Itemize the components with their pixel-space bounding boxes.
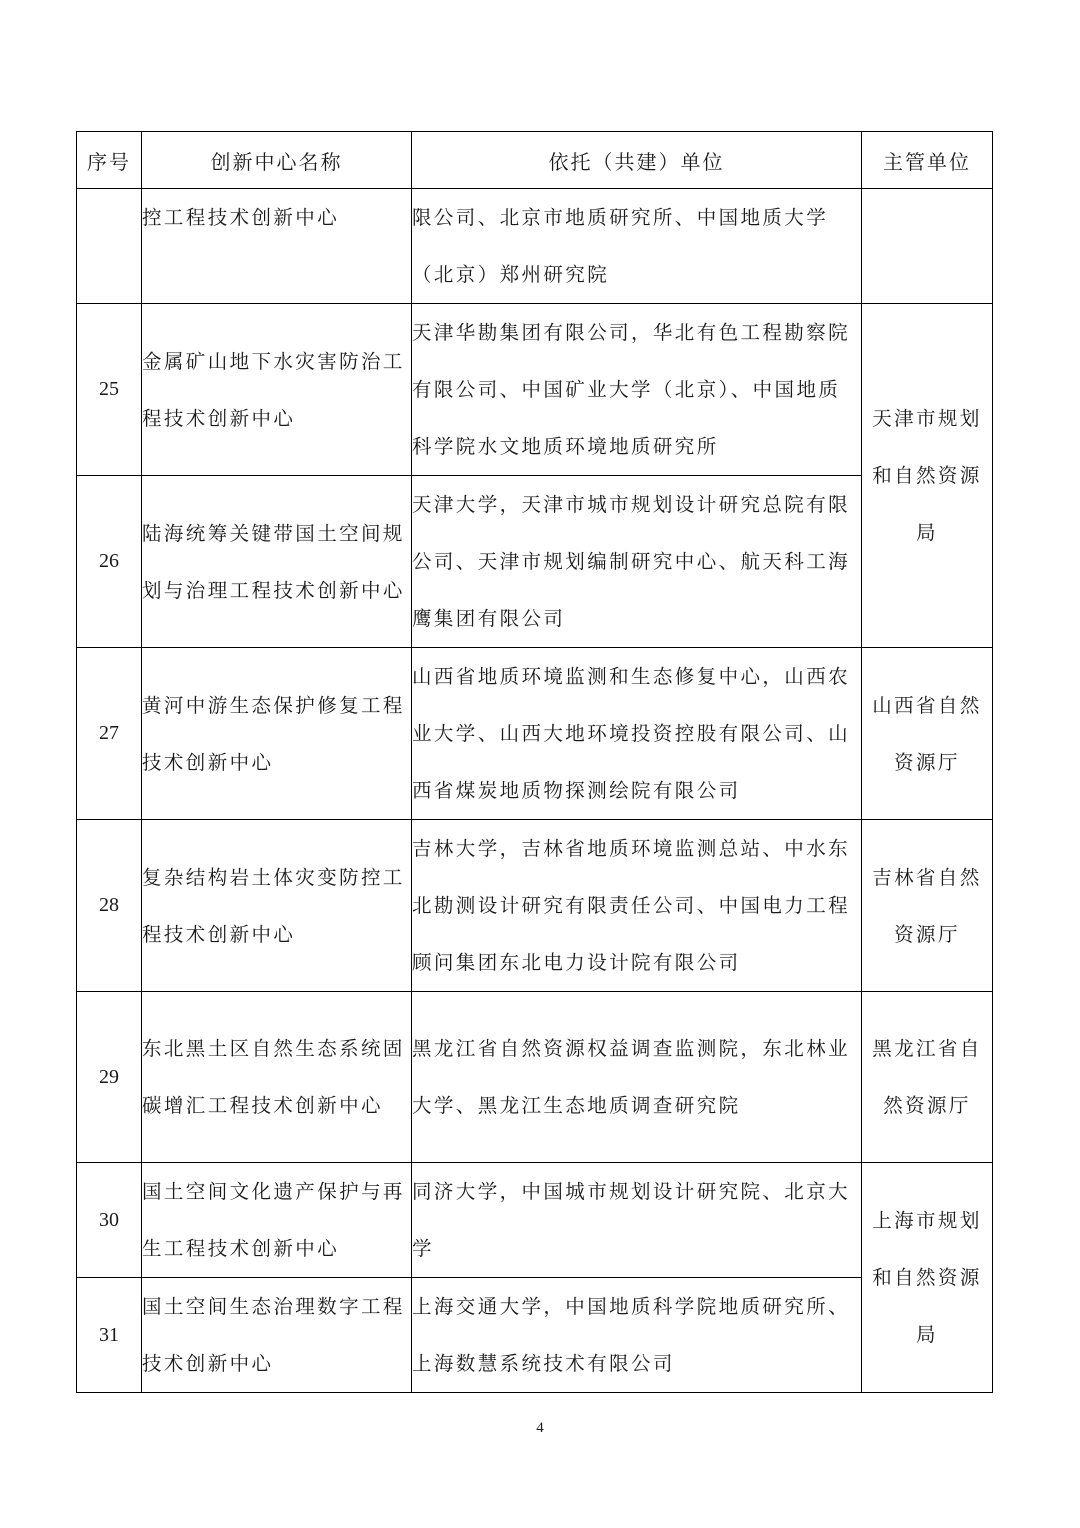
row-partners: 天津大学，天津市城市规划设计研究总院有限公司、天津市规划编制研究中心、航天科工海鹰集团有限公司 — [412, 476, 862, 648]
table-row — [77, 992, 993, 1163]
row-authority: 吉林省自然资源厅 — [862, 820, 993, 992]
row-authority: 黑龙江省自然资源厅 — [862, 992, 993, 1163]
row-center-name: 金属矿山地下水灾害防治工程技术创新中心 — [142, 304, 412, 476]
row-seq: 26 — [77, 476, 142, 648]
row-center-name: 复杂结构岩土体灾变防控工程技术创新中心 — [142, 820, 412, 992]
table-row — [77, 304, 993, 476]
row-partners: 吉林大学，吉林省地质环境监测总站、中水东北勘测设计研究有限责任公司、中国电力工程顾问集团东北电力设计院有限公司 — [412, 820, 862, 992]
row-center-name: 陆海统筹关键带国土空间规划与治理工程技术创新中心 — [142, 476, 412, 648]
header-seq: 序号 — [77, 132, 142, 189]
innovation-center-table — [76, 131, 993, 1393]
row-center-name: 东北黑土区自然生态系统固碳增汇工程技术创新中心 — [142, 992, 412, 1163]
row-center-name: 黄河中游生态保护修复工程技术创新中心 — [142, 648, 412, 820]
table-row — [77, 1163, 993, 1278]
row-partners: 同济大学，中国城市规划设计研究院、北京大学 — [412, 1163, 862, 1278]
row-seq: 28 — [77, 820, 142, 992]
row-center-name — [142, 189, 412, 304]
row-partners: 限公司、北京市地质研究所、中国地质大学（北京）郑州研究院 — [412, 189, 862, 304]
row-partners: 山西省地质环境监测和生态修复中心，山西农业大学、山西大地环境投资控股有限公司、山西省煤炭地质物探测绘院有限公司 — [412, 648, 862, 820]
table-row — [77, 1278, 993, 1393]
table-row — [77, 648, 993, 820]
row-seq: 27 — [77, 648, 142, 820]
row-partners: 黑龙江省自然资源权益调查监测院，东北林业大学、黑龙江生态地质调查研究院 — [412, 992, 862, 1163]
header-authority: 主管单位 — [862, 132, 993, 189]
table-row — [77, 189, 993, 304]
row-partners: 上海交通大学，中国地质科学院地质研究所、上海数慧系统技术有限公司 — [412, 1278, 862, 1393]
row-center-name: 国土空间生态治理数字工程技术创新中心 — [142, 1278, 412, 1393]
row-center-name-text: 控工程技术创新中心 — [142, 206, 340, 229]
table-header-row — [77, 132, 993, 189]
row-seq: 31 — [77, 1278, 142, 1393]
page-number: 4 — [536, 1420, 544, 1436]
table-row — [77, 820, 993, 992]
header-name: 创新中心名称 — [142, 132, 412, 189]
header-partners: 依托（共建）单位 — [412, 132, 862, 189]
row-seq — [77, 189, 142, 304]
row-authority: 山西省自然资源厅 — [862, 648, 993, 820]
row-authority: 上海市规划和自然资源局 — [862, 1163, 993, 1393]
row-seq: 30 — [77, 1163, 142, 1278]
table-row — [77, 476, 993, 648]
row-seq: 25 — [77, 304, 142, 476]
row-partners: 天津华勘集团有限公司，华北有色工程勘察院有限公司、中国矿业大学（北京）、中国地质科学院水文地质环境地质研究所 — [412, 304, 862, 476]
row-authority: 天津市规划和自然资源局 — [862, 304, 993, 648]
row-seq: 29 — [77, 992, 142, 1163]
row-center-name: 国土空间文化遗产保护与再生工程技术创新中心 — [142, 1163, 412, 1278]
row-authority — [862, 189, 993, 304]
